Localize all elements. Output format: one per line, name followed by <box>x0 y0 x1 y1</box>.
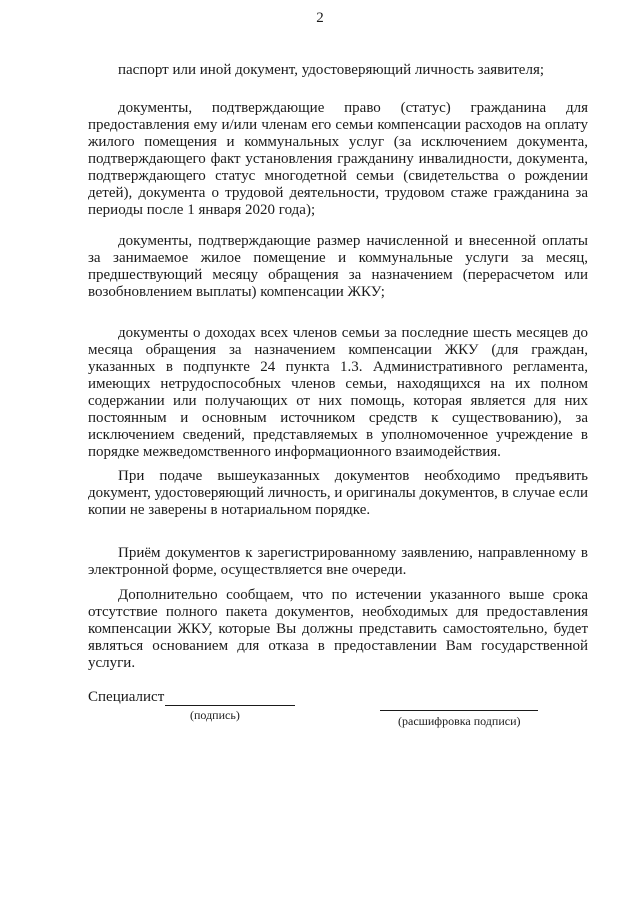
paragraph-originals-notice: При подаче вышеуказанных документов необходимо предъявить документ, удостоверяющий личность, и оригиналы документов, в случае если копии не заверены в нотариальном порядке. <box>88 468 588 518</box>
signature-line <box>165 705 295 706</box>
paragraph-income-documents: документы о доходах всех членов семьи за последние шесть месяцев до месяца обращения за назначением компенсации ЖКУ (для граждан, указанных в подпункте 24 пункта 1.3. Административного регламента, имеющих нетрудоспособных членов семьи, находящихся на их полном содержании или получающих от них помощь, которая является для них постоянным и основным источником средств к существованию), за исключением сведений, представляемых в уполномоченное учреждение в порядке межведомственного информационного взаимодействия. <box>88 325 588 460</box>
paragraph-electronic-priority: Приём документов к зарегистрированному заявлению, направленному в электронной форме, осуществляется вне очереди. <box>88 545 588 578</box>
paragraph-status-documents: документы, подтверждающие право (статус) гражданина для предоставления ему и/или членам его семьи компенсации расходов на оплату жилого помещения и коммунальных услуг (за исключением документа, подтверждающего факт установления гражданину инвалидности, документа, подтверждающего статус многодетной семьи (свидетельства о рождении детей), документа о трудовой деятельности, трудовом стаже гражданина за периоды после 1 января 2020 года); <box>88 100 588 218</box>
specialist-label: Специалист <box>88 689 165 705</box>
paragraph-payment-documents: документы, подтверждающие размер начисленной и внесенной оплаты за занимаемое жилое помещение и коммунальные услуги за месяц, предшествующий месяцу обращения за назначением (перерасчетом или возобновлением выплаты) компенсации ЖКУ; <box>88 233 588 300</box>
paragraph-passport: паспорт или иной документ, удостоверяющий личность заявителя; <box>118 62 545 78</box>
name-line <box>380 710 538 711</box>
paragraph-refusal-notice: Дополнительно сообщаем, что по истечении указанного выше срока отсутствие полного пакета документов, необходимых для предоставления компенсации ЖКУ, которые Вы должны представить самостоятельно, будет являться основанием для отказа в предоставлении Вам государственной услуги. <box>88 587 588 671</box>
signature-caption: (подпись) <box>190 708 240 722</box>
page-number: 2 <box>316 10 324 26</box>
name-caption: (расшифровка подписи) <box>398 714 521 728</box>
